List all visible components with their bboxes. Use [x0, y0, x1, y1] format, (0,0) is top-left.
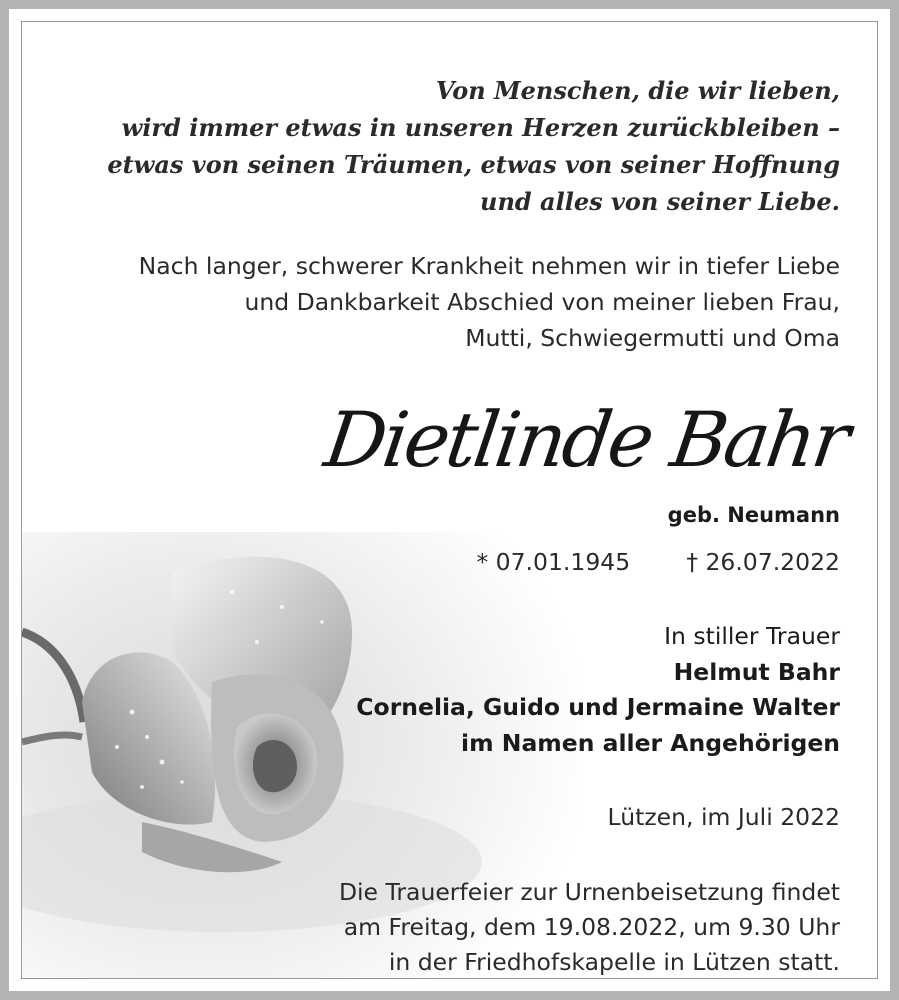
poem	[107, 72, 840, 220]
birth-date: * 07.01.1945	[476, 548, 631, 576]
poem-line: etwas von seinen Träumen, etwas von seiner Hoffnung	[107, 150, 840, 179]
funeral-line: Die Trauerfeier zur Urnenbeisetzung findet	[338, 878, 840, 906]
mourner-name: Helmut Bahr	[673, 657, 840, 686]
intro-line: und Dankbarkeit Abschied von meiner lieben Frau,	[244, 288, 840, 316]
mourning-intro: In stiller Trauer	[664, 622, 840, 650]
place-date: Lützen, im Juli 2022	[607, 803, 840, 831]
poem-line: Von Menschen, die wir lieben,	[435, 76, 840, 105]
deceased-name: Dietlinde Bahr	[320, 395, 854, 484]
intro-line: Mutti, Schwiegermutti und Oma	[465, 324, 840, 352]
intro-text	[139, 248, 840, 356]
obituary-card	[21, 21, 878, 979]
poem-line: und alles von seiner Liebe.	[480, 187, 840, 216]
funeral-info	[339, 875, 840, 979]
mourner-name: Cornelia, Guido und Jermaine Walter	[356, 693, 840, 721]
intro-line: Nach langer, schwerer Krankheit nehmen wir in tiefer Liebe	[138, 252, 840, 280]
life-dates	[476, 545, 840, 579]
poem-line: wird immer etwas in unseren Herzen zurückbleiben –	[121, 113, 840, 142]
death-date: † 26.07.2022	[686, 548, 840, 576]
funeral-line: in der Friedhofskapelle in Lützen statt.	[388, 948, 840, 976]
maiden-name: geb. Neumann	[667, 503, 840, 527]
mourners	[356, 619, 840, 761]
funeral-line: am Freitag, dem 19.08.2022, um 9.30 Uhr	[343, 913, 840, 941]
mourner-name: im Namen aller Angehörigen	[461, 728, 840, 757]
